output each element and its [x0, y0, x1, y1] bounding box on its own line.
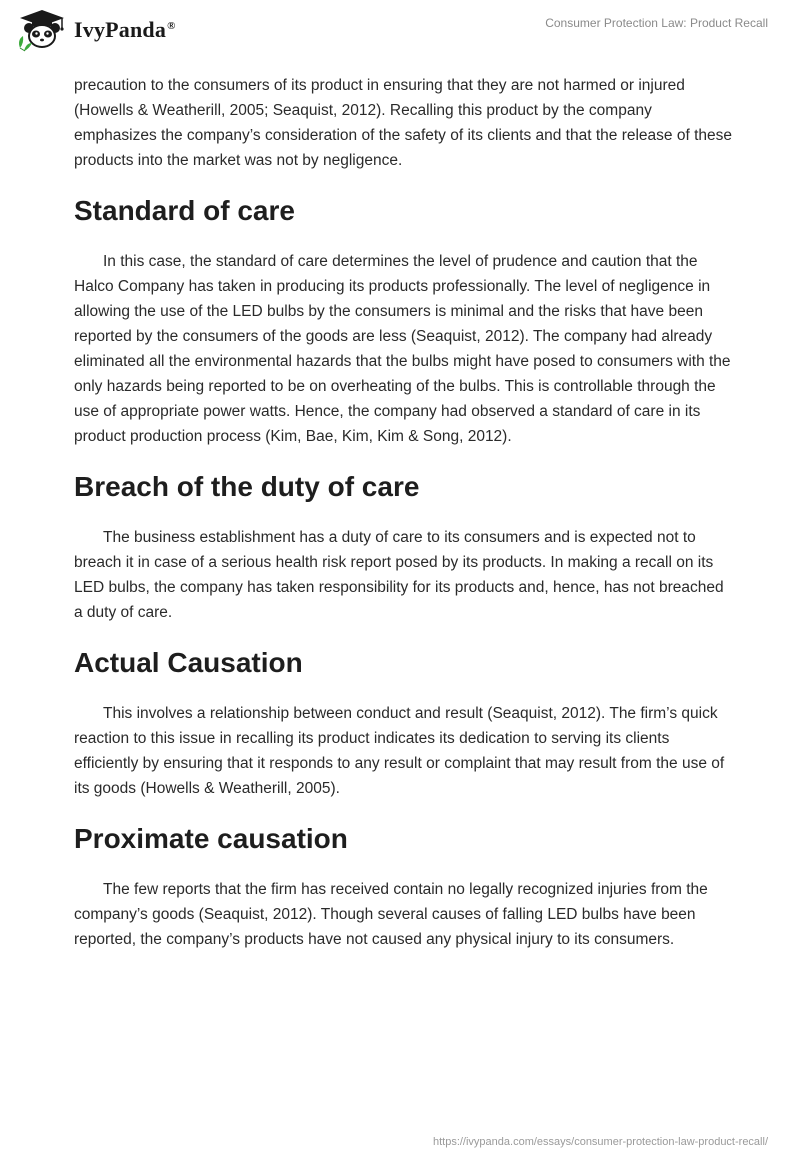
section-heading-proximate-causation: Proximate causation	[74, 823, 348, 854]
panda-graduate-icon	[14, 8, 70, 52]
source-url-link[interactable]: https://ivypanda.com/essays/consumer-protection-law-product-recall/	[432, 1136, 768, 1148]
brand-name-text: IvyPanda	[74, 17, 167, 42]
page-header	[0, 0, 800, 70]
registered-mark: ®	[167, 19, 176, 32]
intro-paragraph: precaution to the consumers of its product in ensuring that they are not harmed or injured (Howells & Weatherill, 2005; Seaquist, 2012). Recalling this product by the company emphasizes the company’s consideration of the safety of its clients and that the release of these products into the market was not by negligence.	[74, 77, 732, 169]
brand-name	[74, 17, 176, 43]
section-paragraph-breach-of-duty: The business establishment has a duty of care to its consumers and is expected not to breach it in case of a serious health risk report posed by its products. In making a recall on its LED bulbs, the company has taken responsibility for its products and, hence, has not breached a duty of care.	[74, 529, 724, 621]
section-heading-breach-of-duty: Breach of the duty of care	[74, 471, 420, 502]
document-title: Consumer Protection Law: Product Recall	[545, 16, 768, 30]
essay-body	[74, 70, 734, 952]
section-paragraph-proximate-causation: The few reports that the firm has received contain no legally recognized injuries from the company’s goods (Seaquist, 2012). Though several causes of falling LED bulbs have been reported, the company’s products have not caused any physical injury to its consumers.	[74, 881, 708, 948]
section-heading-actual-causation: Actual Causation	[74, 647, 303, 678]
section-paragraph-standard-of-care: In this case, the standard of care determines the level of prudence and caution that the Halco Company has taken in producing its products professionally. The level of negligence in allowing the use of the LED bulbs by the consumers is minimal and the risks that have been reported by the consumers of the goods are less (Seaquist, 2012). The company had already eliminated all the environmental hazards that the bulbs might have posed to consumers with the only hazards being reported to be on overheating of the bulbs. This is controllable through the use of appropriate power watts. Hence, the company had observed a standard of care in its product production process (Kim, Bae, Kim, Kim & Song, 2012).	[74, 253, 731, 445]
ivypanda-logo[interactable]	[14, 8, 176, 52]
section-paragraph-actual-causation: This involves a relationship between conduct and result (Seaquist, 2012). The firm’s quick reaction to this issue in recalling its product indicates its dedication to serving its clients efficiently by ensuring that it responds to any result or complaint that may result from the use of its goods (Howells & Weatherill, 2005).	[74, 705, 725, 797]
section-heading-standard-of-care: Standard of care	[74, 195, 295, 226]
